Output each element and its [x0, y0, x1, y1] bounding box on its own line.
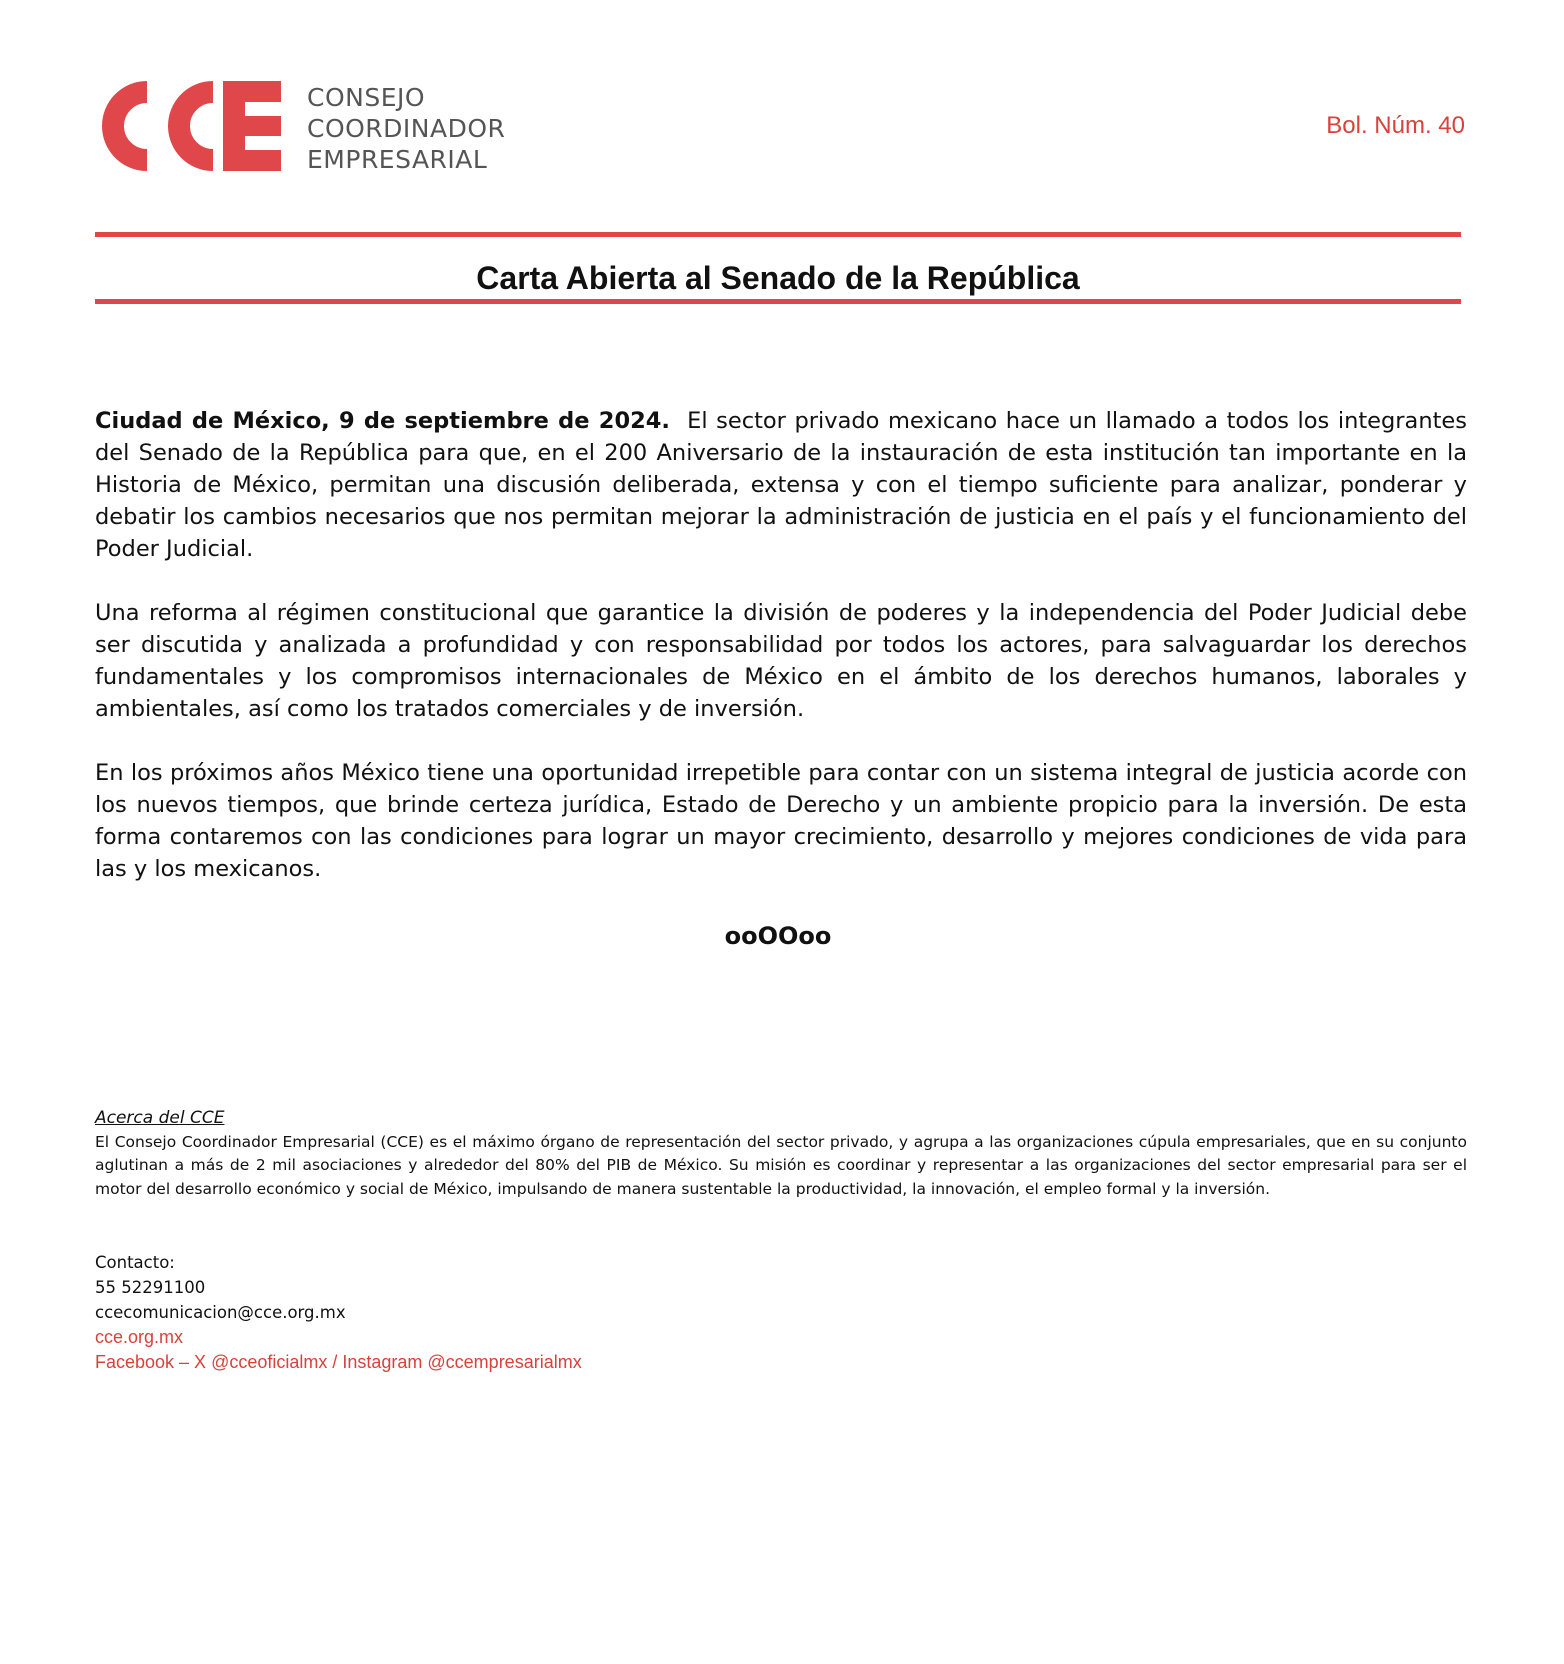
title-rule-top [95, 232, 1461, 237]
about-text: El Consejo Coordinador Empresarial (CCE) es el máximo órgano de representación del sector privado, y agrupa a las organizaciones cúpula empresariales, que en su conjunto aglutinan a más de 2 mil asociaciones y alrededor del 80% del PIB de México. Su misión es coordinar y representar a las organizaciones del sector empresarial para ser el motor del desarrollo económico y social de México, impulsando de manera sustentable la productividad, la innovación, el empleo formal y la inversión. [95, 1132, 1467, 1198]
contact-email[interactable]: ccecomunicacion@cce.org.mx [95, 1303, 346, 1322]
cce-logo [95, 80, 515, 172]
logo-line-2: COORDINADOR [307, 114, 506, 143]
logo-line-3: EMPRESARIAL [307, 145, 488, 174]
contact-phone: 55 52291100 [95, 1278, 206, 1297]
cce-logo-mark-icon [95, 80, 285, 172]
contact-social-links[interactable]: Facebook – X @cceoficialmx / Instagram @ccempresarialmx [95, 1352, 582, 1372]
logo-line-1: CONSEJO [307, 83, 426, 112]
paragraph-3: En los próximos años México tiene una oportunidad irrepetible para contar con un sistema integral de justicia acorde con los nuevos tiempos, que brinde certeza jurídica, Estado de Derecho y un ambiente propicio para la inversión. De esta forma contaremos con las condiciones para lograr un mayor crecimiento, desarrollo y mejores condiciones de vida para las y los mexicanos. [95, 760, 1467, 882]
letter-body [95, 405, 1467, 917]
about-section [95, 1107, 1467, 1201]
paragraph-1 [95, 405, 1467, 565]
contact-section [95, 1250, 582, 1375]
paragraph-1-text: El sector privado mexicano hace un llamado a todos los integrantes del Senado de la República para que, en el 200 Aniversario de la instauración de esta institución tan importante en la Historia de México, permitan una discusión deliberada, extensa y con el tiempo suficiente para analizar, ponderar y debatir los cambios necesarios que nos permitan mejorar la administración de justicia en el país y el funcionamiento del Poder Judicial. [95, 408, 1467, 562]
bulletin-number: Bol. Núm. 40 [1326, 112, 1465, 139]
logo-wordmark [307, 82, 505, 175]
closing-separator: ooOOoo [724, 922, 832, 950]
paragraph-2: Una reforma al régimen constitucional que garantice la división de poderes y la independencia del Poder Judicial debe ser discutida y analizada a profundidad y con responsabilidad por todos los actores, para salvaguardar los derechos fundamentales y los compromisos internacionales de México en el ámbito de los derechos humanos, laborales y ambientales, así como los tratados comerciales y de inversión. [95, 600, 1467, 722]
contact-website-link[interactable]: cce.org.mx [95, 1327, 184, 1347]
page-title: Carta Abierta al Senado de la República [476, 260, 1080, 296]
about-heading: Acerca del CCE [95, 1108, 225, 1128]
dateline: Ciudad de México, 9 de septiembre de 2024. [95, 408, 670, 434]
title-rule-bottom [95, 299, 1461, 304]
contact-label: Contacto: [95, 1253, 175, 1272]
